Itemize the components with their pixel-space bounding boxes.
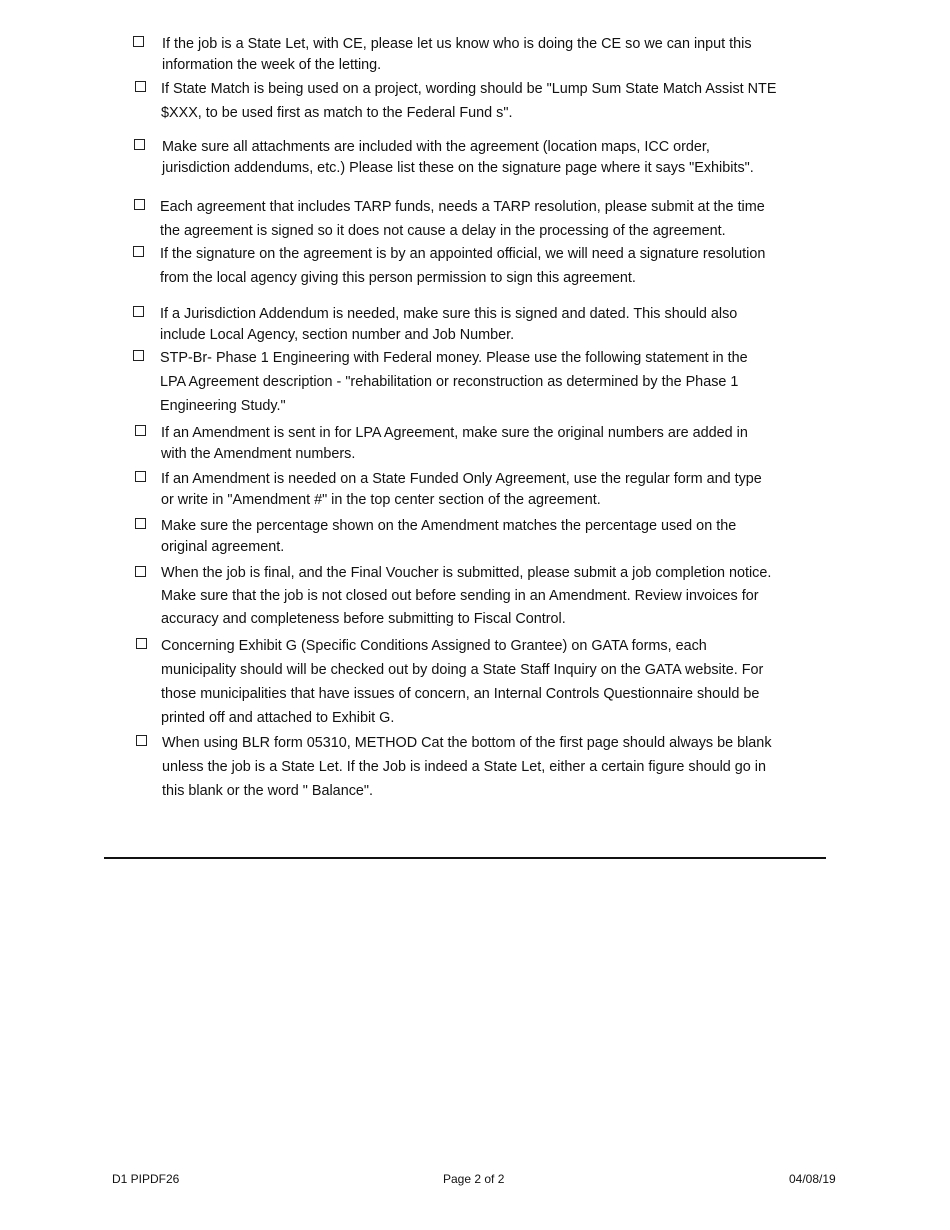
checkbox[interactable]: [135, 566, 146, 577]
checkbox[interactable]: [135, 471, 146, 482]
checklist-item-text: If an Amendment is needed on a State Funded Only Agreement, use the regular form and type or write in "Amendment #" in the top center section of the agreement.: [161, 471, 762, 508]
checklist-item-text: If an Amendment is sent in for LPA Agreement, make sure the original numbers are added in with the Amendment numbers.: [161, 425, 748, 462]
horizontal-divider: [104, 857, 826, 859]
checklist-item-text: STP-Br- Phase 1 Engineering with Federal money. Please use the following statement in the LPA Agreement description - "rehabilitation or reconstruction as determined by the Phase 1 Engineering Study.": [160, 350, 748, 414]
checkbox[interactable]: [133, 246, 144, 257]
checkbox[interactable]: [134, 139, 145, 150]
footer-form-id: D1 PIPDF26: [112, 1172, 180, 1186]
checklist-item-text: If the signature on the agreement is by an appointed official, we will need a signature resolution from the local agency giving this person permission to sign this agreement.: [160, 246, 766, 286]
checkbox[interactable]: [135, 81, 146, 92]
checklist-item-text: If the job is a State Let, with CE, please let us know who is doing the CE so we can input this information the week of the letting.: [162, 36, 752, 73]
checkbox[interactable]: [136, 735, 147, 746]
checklist-item-text: When using BLR form 05310, METHOD Cat the bottom of the first page should always be blank unless the job is a State Let. If the Job is indeed a State Let, either a certain figure should go in this blank or the word " Balance".: [162, 735, 772, 799]
checkbox[interactable]: [134, 199, 145, 210]
checkbox[interactable]: [135, 425, 146, 436]
checklist-item-text: Each agreement that includes TARP funds, needs a TARP resolution, please submit at the time the agreement is signed so it does not cause a delay in the processing of the agreement.: [160, 199, 765, 239]
checklist-item-text: When the job is final, and the Final Voucher is submitted, please submit a job completion notice. Make sure that the job is not closed out before sending in an Amendment. Review invoices for accuracy and completeness before submitting to Fiscal Control.: [161, 565, 772, 627]
checkbox[interactable]: [133, 306, 144, 317]
footer-date: 04/08/19: [789, 1172, 836, 1186]
checkbox[interactable]: [133, 350, 144, 361]
checklist-item-text: Make sure all attachments are included with the agreement (location maps, ICC order, jurisdiction addendums, etc.) Please list these on the signature page where it says "Exhibits".: [162, 139, 754, 176]
checklist-item-text: Concerning Exhibit G (Specific Conditions Assigned to Grantee) on GATA forms, each municipality should will be checked out by doing a State Staff Inquiry on the GATA website. For those municipalities that have issues of concern, an Internal Controls Questionnaire should be printed off and attached to Exhibit G.: [161, 638, 764, 726]
checklist-item-text: If State Match is being used on a project, wording should be "Lump Sum State Match Assist NTE $XXX, to be used first as match to the Federal Fund s".: [161, 81, 777, 121]
checklist-item-text: If a Jurisdiction Addendum is needed, make sure this is signed and dated. This should also include Local Agency, section number and Job Number.: [160, 306, 738, 343]
footer-page-number: Page 2 of 2: [443, 1172, 505, 1186]
checkbox[interactable]: [135, 518, 146, 529]
checkbox[interactable]: [136, 638, 147, 649]
checkbox[interactable]: [133, 36, 144, 47]
checklist-item-text: Make sure the percentage shown on the Amendment matches the percentage used on the original agreement.: [161, 518, 737, 555]
